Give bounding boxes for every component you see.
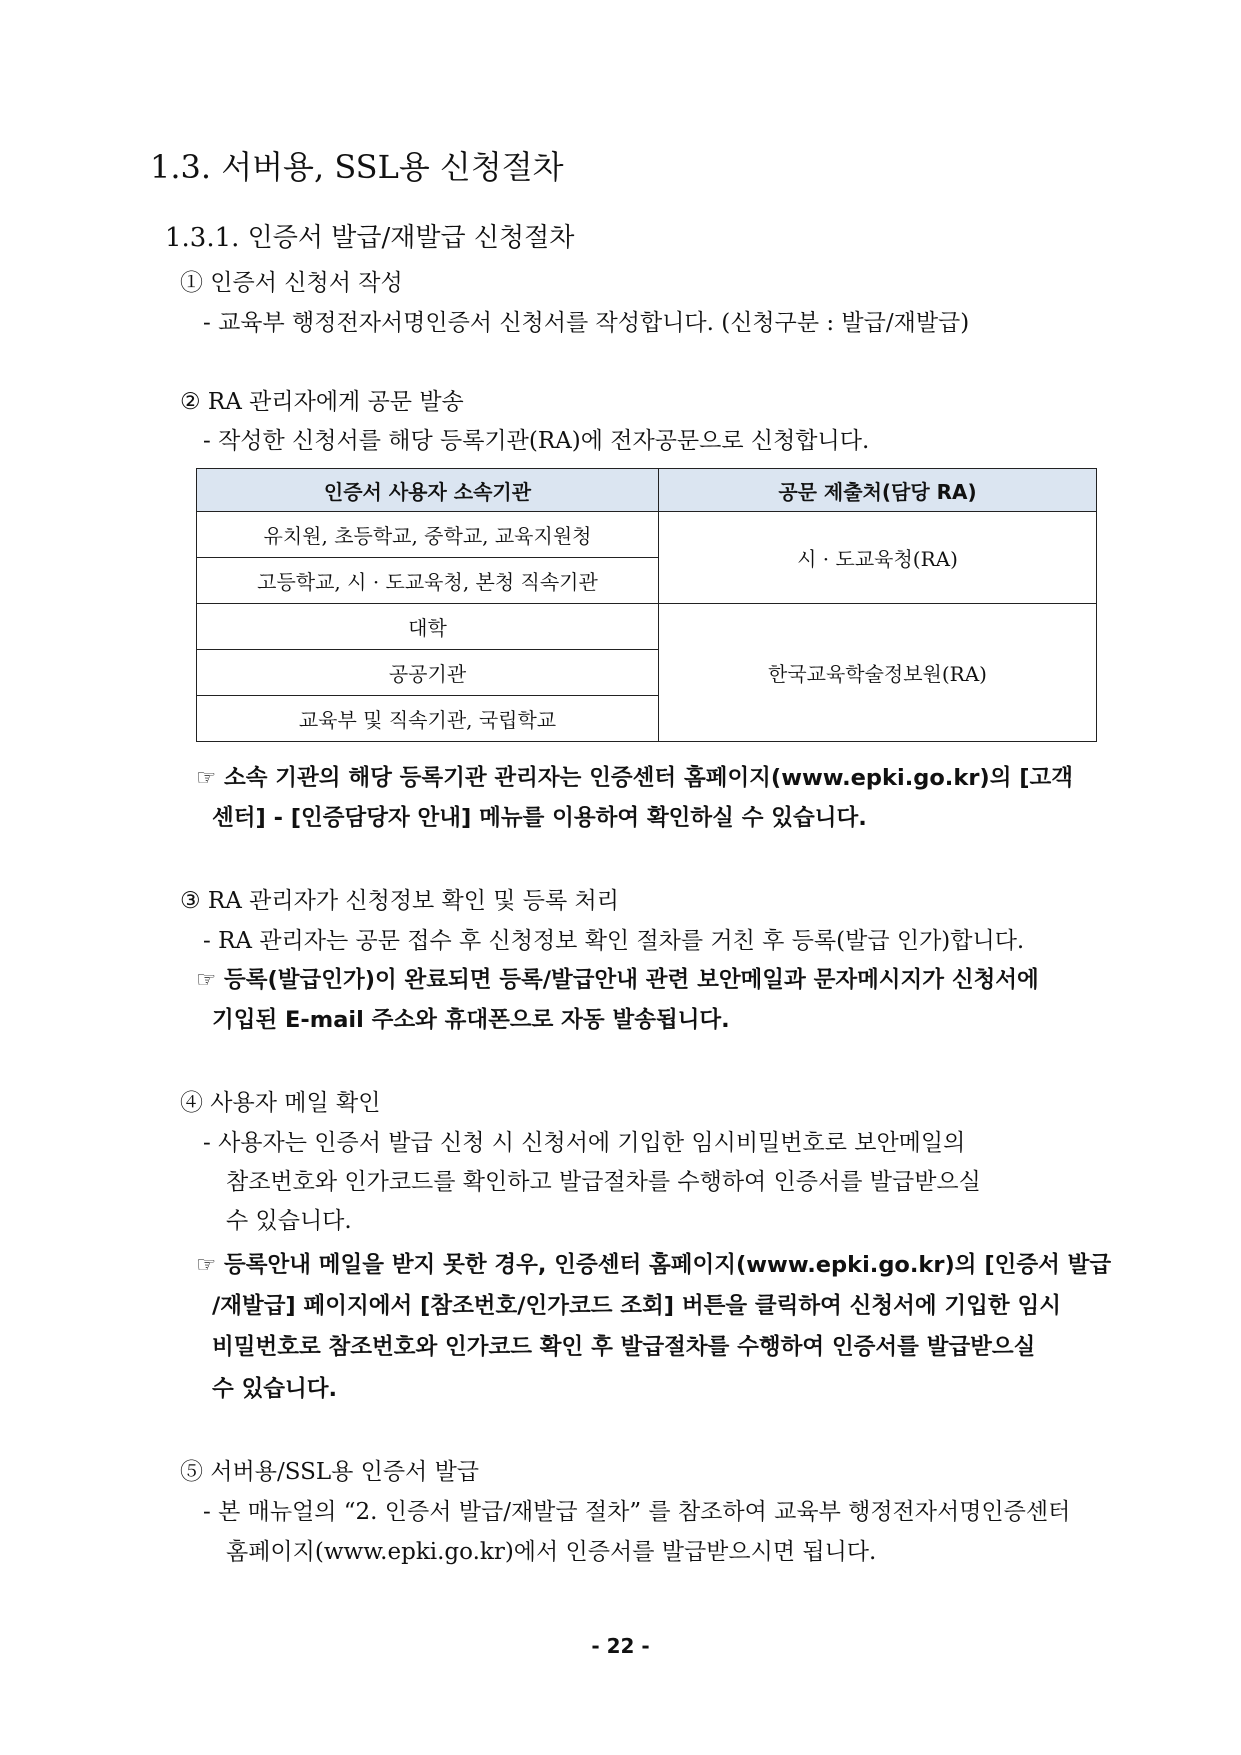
step5-title: ⑤ 서버용/SSL용 인증서 발급 [180,1459,480,1485]
note-text: ☞ 등록안내 메일을 받지 못한 경우, 인증센터 홈페이지(www.epki.go.kr)의 [인증서 발급 [196,1252,1112,1278]
note-text: /재발급] 페이지에서 [참조번호/인가코드 조회] 버튼을 클릭하여 신청서에 기입한 임시 [212,1293,1061,1319]
table-header-cell: 인증서 사용자 소속기관 [197,469,659,512]
note-text: 비밀번호로 참조번호와 인가코드 확인 후 발급절차를 수행하여 인증서를 발급받으실 [212,1334,1036,1360]
table-cell: 공공기관 [197,650,659,696]
table-cell: 고등학교, 시 · 도교육청, 본청 직속기관 [197,558,659,604]
table-cell: 대학 [197,604,659,650]
note-text: ☞ 등록(발급인가)이 완료되면 등록/발급안내 관련 보안메일과 문자메시지가 신청서에 [196,967,1039,993]
subsection-title: 1.3.1. 인증서 발급/재발급 신청절차 [165,223,575,253]
step4-text: 수 있습니다. [226,1208,352,1234]
step5-text: 홈페이지(www.epki.go.kr)에서 인증서를 발급받으시면 됩니다. [226,1539,877,1565]
table-header-row [197,469,1097,512]
step4-text: - 사용자는 인증서 발급 신청 시 신청서에 기입한 임시비밀번호로 보안메일의 [203,1130,966,1156]
note-text: 센터] - [인증담당자 안내] 메뉴를 이용하여 확인하실 수 있습니다. [212,805,867,831]
step3-title: ③ RA 관리자가 신청정보 확인 및 등록 처리 [180,888,619,914]
table-cell: 한국교육학술정보원(RA) [659,604,1097,742]
note-text: ☞ 소속 기관의 해당 등록기관 관리자는 인증센터 홈페이지(www.epki.go.kr)의 [고객 [196,765,1074,791]
table-cell: 교육부 및 직속기관, 국립학교 [197,696,659,742]
step2-text: - 작성한 신청서를 해당 등록기관(RA)에 전자공문으로 신청합니다. [203,428,870,454]
page-number: - 22 - [591,1634,650,1658]
note-text: 수 있습니다. [212,1376,338,1402]
institution-table [196,468,1097,742]
step4-title: ④ 사용자 메일 확인 [180,1090,381,1116]
step2-title: ② RA 관리자에게 공문 발송 [180,389,464,415]
table-header-cell: 공문 제출처(담당 RA) [659,469,1097,512]
section-title: 1.3. 서버용, SSL용 신청절차 [150,148,564,186]
step1-text: - 교육부 행정전자서명인증서 신청서를 작성합니다. (신청구분 : 발급/재발급) [203,310,970,336]
step3-text: - RA 관리자는 공문 접수 후 신청정보 확인 절차를 거친 후 등록(발급 인가)합니다. [203,928,1025,954]
table-cell: 유치원, 초등학교, 중학교, 교육지원청 [197,512,659,558]
step4-text: 참조번호와 인가코드를 확인하고 발급절차를 수행하여 인증서를 발급받으실 [226,1169,981,1195]
step1-title: ① 인증서 신청서 작성 [180,270,403,296]
note-text: 기입된 E-mail 주소와 휴대폰으로 자동 발송됩니다. [212,1007,730,1033]
table-cell: 시 · 도교육청(RA) [659,512,1097,604]
table-row [197,604,1097,650]
step5-text: - 본 매뉴얼의 “2. 인증서 발급/재발급 절차” 를 참조하여 교육부 행정전자서명인증센터 [203,1499,1071,1525]
table-row [197,512,1097,558]
